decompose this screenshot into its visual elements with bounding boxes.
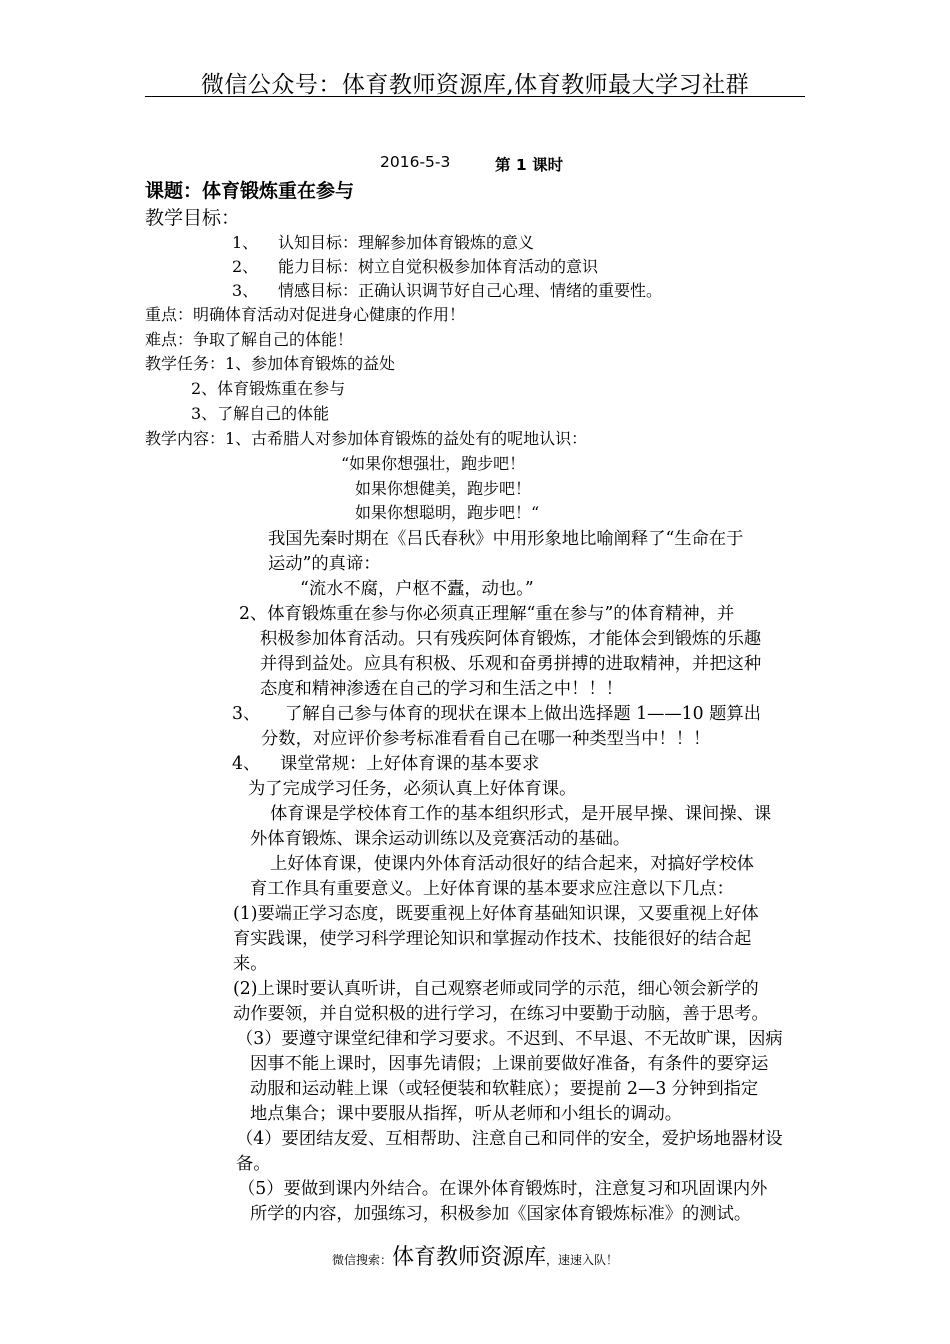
item3-num: 3、: [232, 704, 261, 724]
requirement-line: (2)上课时要认真听讲，自己观察老师或同学的示范，细心领会新学的: [233, 979, 759, 999]
paragraph-line: 体育课是学校体育工作的基本组织形式，是开展早操、课间操、课: [270, 804, 772, 824]
footer-name: 体育教师资源库: [391, 1245, 546, 1270]
quote-line: 如果你想健美，跑步吧！: [355, 479, 532, 498]
lesson-date: 2016-5-3: [380, 153, 451, 171]
objective-num: 2、: [232, 257, 259, 276]
requirement-line: 所学的内容，加强练习，积极参加《国家体育锻炼标准》的测试。: [250, 1204, 752, 1224]
item2-line: 积极参加体育活动。只有残疾阿体育锻炼，才能体会到锻炼的乐趣: [260, 629, 762, 649]
objective-text: 能力目标：树立自觉积极参加体育活动的意识: [278, 257, 599, 276]
lesson-title: 课题：体育锻炼重在参与: [145, 180, 355, 202]
page-footer: [0, 1240, 950, 1271]
qin-quote: “流水不腐，户枢不蠹，动也。”: [300, 579, 534, 599]
task-line: 教学任务：1、参加体育锻炼的益处: [145, 354, 396, 373]
paragraph-line: 育工作具有重要意义。上好体育课的基本要求应注意以下几点：: [250, 879, 734, 899]
task-line: 3、了解自己的体能: [191, 404, 330, 423]
item2-line: 态度和精神渗透在自己的学习和生活之中！！！: [260, 679, 623, 699]
quote-line: “如果你想强壮，跑步吧！: [341, 454, 526, 473]
item3-line: 分数，对应评价参考标准看看自己在哪一种类型当中！！！: [261, 729, 711, 749]
page-header: 微信公众号：体育教师资源库,体育教师最大学习社群: [200, 72, 750, 98]
requirement-line: （3）要遵守课堂纪律和学习要求。不迟到、不早退、不无故旷课，因病: [236, 1029, 783, 1049]
objective-text: 认知目标：理解参加体育锻炼的意义: [278, 233, 535, 252]
quote-line: 如果你想聪明，跑步吧！“: [355, 503, 540, 522]
requirement-line: 动服和运动鞋上课（或轻便装和软鞋底）；要提前 2—3 分钟到指定: [250, 1079, 759, 1099]
item4-text: 课堂常规：上好体育课的基本要求: [280, 754, 540, 774]
item4-num: 4、: [232, 754, 261, 774]
requirement-line: （4）要团结友爱、互相帮助、注意自己和同伴的安全，爱护场地器材设: [236, 1129, 783, 1149]
requirement-line: （5）要做到课内外结合。在课外体育锻炼时，注意复习和巩固课内外: [238, 1179, 768, 1199]
lesson-period: 第 1 课时: [495, 156, 564, 174]
footer-prefix: 微信搜索：: [331, 1253, 392, 1267]
task-line: 2、体育锻炼重在参与: [191, 379, 346, 398]
requirement-line: 因事不能上课时，因事先请假；上课前要做好准备，有条件的要穿运: [250, 1054, 769, 1074]
content-intro: 教学内容：1、古希腊人对参加体育锻炼的益处有的呢地认识：: [145, 429, 588, 448]
key-point: 重点：明确体育活动对促进身心健康的作用！: [145, 305, 466, 324]
qin-line: 运动”的真谛：: [268, 554, 381, 574]
item2-line: 并得到益处。应具有积极、乐观和奋勇拼搏的进取精神，并把这种: [260, 654, 762, 674]
paragraph-line: 上好体育课，使课内外体育活动很好的结合起来，对搞好学校体: [270, 854, 754, 874]
paragraph-line: 为了完成学习任务，必须认真上好体育课。: [248, 779, 577, 799]
qin-line: 我国先秦时期在《吕氏春秋》中用形象地比喻阐释了“生命在于: [268, 529, 744, 549]
footer-suffix: ，速速入队！: [546, 1253, 619, 1267]
requirement-line: 备。: [236, 1154, 271, 1174]
requirement-line: 来。: [233, 954, 268, 974]
item3-line: 了解自己参与体育的现状在课本上做出选择题 1——10 题算出: [285, 704, 762, 724]
objectives-heading: 教学目标：: [145, 207, 241, 229]
requirement-line: (1)要端正学习态度，既要重视上好体育基础知识课，又要重视上好体: [233, 904, 759, 924]
objective-text: 情感目标：正确认识调节好自己心理、情绪的重要性。: [278, 281, 663, 300]
paragraph-line: 外体育锻炼、课余运动训练以及竞赛活动的基础。: [250, 829, 631, 849]
requirement-line: 动作要领，并自觉积极的进行学习，在练习中要勤于动脑，善于思考。: [233, 1004, 769, 1024]
difficulty: 难点：争取了解自己的体能！: [145, 330, 354, 349]
objective-num: 1、: [232, 233, 259, 252]
objective-num: 3、: [232, 281, 259, 300]
header-divider: [145, 96, 805, 97]
requirement-line: 地点集合；课中要服从指挥，听从老师和小组长的调动。: [250, 1104, 683, 1124]
requirement-line: 育实践课，使学习科学理论知识和掌握动作技术、技能很好的结合起: [233, 929, 752, 949]
item2-line: 2、体育锻炼重在参与你必须真正理解“重在参与”的体育精神，并: [239, 604, 735, 624]
